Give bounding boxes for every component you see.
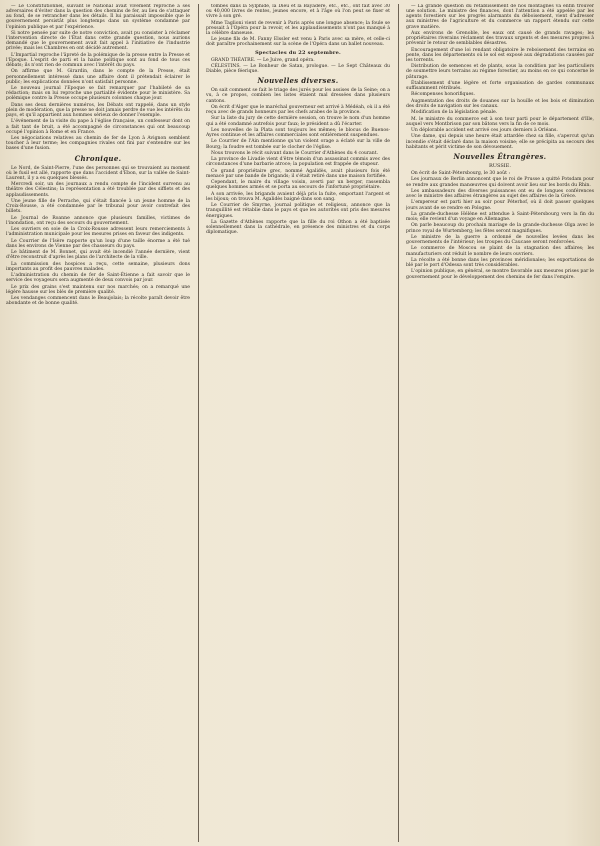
dateline: On écrit de Saint-Pétersbourg, le 30 août : (411, 171, 510, 177)
section-header-etrangeres: Nouvelles Étrangères. (453, 151, 547, 161)
paragraph: Encouragement d'une loi rendant obligatoire le reboisement des terrains en pente, dans les départements où le sol est exposé aux dégradations causées par les torrents. (406, 47, 594, 63)
theatre-line: GRAND THÉATRE. — Le Juive, grand opéra. (211, 57, 315, 63)
paragraph: Le commerce de Moscou se plaint de la stagnation des affaires; les manufacturiers ont réduit le nombre de leurs ouvriers. (406, 246, 594, 257)
paragraph: Sur la liste du jury de cette dernière session, on trouve le nom d'un homme qui a été condamné autrefois pour faux; le président a dû l'écarter. (206, 116, 390, 127)
paragraph: L'empereur est parti hier au soir pour Péterhof, où il doit passer quelques jours avant de se rendre en Pologne. (406, 200, 594, 211)
paragraph: L'événement de la visite du pape à l'église française, un confesseur dont on a fait tant de bruit, a été accompagné de circonstances qui ont beaucoup occupé l'opinion à Rome et en France. (6, 119, 190, 135)
paragraph: L'Impartial reproche l'âpreté de la polémique de la presse entre la Presse et l'Epoque. L'esprit de parti et la haine politique sont au fond de tous ces débats; ils n'ont rien de commun avec l'intérêt du pays. (6, 52, 190, 69)
paragraph: Le Courrier de Smyrne, journal politique et religieux, annonce que la tranquillité est rétablie dans le pays et que les autorités ont pris des mesures énergiques. (206, 203, 390, 219)
paragraph: On sait comment se fait le triage des jurés pour les assises de la Seine; on a vu, à ce propos, combien les listes étaient mal dressées dans plusieurs cantons. (206, 88, 390, 104)
column-rule (198, 4, 199, 842)
paragraph: La grande-duchesse Hélène est attendue à Saint-Pétersbourg vers la fin du mois; elle revient d'un voyage en Allemagne. (406, 211, 594, 223)
paragraph: On écrit d'Alger que le maréchal gouverneur est arrivé à Médéah, où il a été reçu avec de grands honneurs par les chefs arabes de la province. (206, 104, 390, 116)
paragraph: Nous trouvons le récit suivant dans le Courrier d'Athènes du 4 courant. (211, 150, 379, 156)
paragraph: L'administration du chemin de fer de Saint-Étienne a fait savoir que le service des voyageurs sera augmenté de deux convois par jour. (6, 273, 190, 284)
paragraph: Récompenses honorifiques. (411, 92, 475, 98)
paragraph: — Le Constitutionnel, suivant le National avait vivement reproché à ses adversaires d'éviter dans la question des chemins de fer, au lieu de s'attaquer au fond, de se retrancher dans les détails. Il lui paraissait impossible que le gouvernement persistât plus longtemps dans un système condamné par l'opinion publique et par l'expérience. (6, 4, 190, 30)
paragraph: L'opinion publique, en général, se montre favorable aux mesures prises par le gouvernement pour le développement des chemins de fer dans l'empire. (406, 269, 594, 280)
paragraph: Le jeune fils de M. Fanny Elssler est venu à Paris avec sa mère, et celle-ci doit paraître prochainement sur la scène de l'Opéra dans un ballet nouveau. (206, 37, 390, 48)
paragraph: Le Courrier de l'Ain mentionne qu'un violent orage a éclaté sur la ville de Bourg; la foudre est tombée sur le clocher de l'église. (206, 139, 390, 150)
paragraph: Les journaux de Berlin annoncent que le roi de Prusse a quitté Potsdam pour se rendre aux grandes manœuvres qui doivent avoir lieu sur les bords du Rhin. (406, 177, 594, 188)
paragraph: Mme Taglioni vient de revenir à Paris après une longue absence; la foule se pressait à l'Opéra pour la revoir, et les applaudissements n'ont pas manqué à la célèbre danseuse. (206, 20, 390, 36)
theatre-header (206, 50, 390, 56)
section-header-diverses: Nouvelles diverses. (257, 76, 339, 86)
paragraph: Les ambassadeurs des diverses puissances ont eu de longues conférences avec le ministre des affaires étrangères au sujet des affaires de la Grèce. (406, 188, 594, 200)
paragraph: Cependant, le maire du village voisin, averti par un berger, rassembla quelques hommes armés et se porta au secours de l'infortuné propriétaire. (206, 180, 390, 191)
paragraph: Les vendanges commencent dans le Beaujolais; la récolte paraît devoir être abondante et de bonne qualité. (6, 296, 190, 307)
paragraph: La Gazette d'Athènes rapporte que la fille du roi Othon a été baptisée solennellement dans la cathédrale, en présence des ministres et du corps diplomatique. (206, 219, 390, 236)
paragraph: Mercredi soir, un des journaux a rendu compte de l'incident survenu au théâtre des Célestins; la représentation a été troublée par des sifflets et des applaudissements. (6, 182, 190, 198)
paragraph: Dans ses deux dernières numéros, les Débats ont rappelé, dans un style plein de modération, que la presse ne doit jamais perdre de vue les intérêts du pays, et qu'il appartient aux hommes sérieux de donner l'exemple. (6, 102, 190, 119)
paragraph: Le prix des grains s'est maintenu sur nos marchés; on a remarqué une légère hausse sur les blés de première qualité. (6, 284, 190, 295)
paragraph: Modification de la législation pénale. (411, 110, 498, 116)
paragraph: Le Courrier de l'Isère rapporte qu'un loup d'une taille énorme a été tué dans les environs de Vienne par des chasseurs du pays. (6, 238, 190, 249)
paragraph: Aux environs de Grenoble, les eaux ont causé de grands ravages; les propriétaires riverains réclament des travaux urgents et des mesures propres à prévenir le retour de semblables désastres. (406, 30, 594, 47)
paragraph: Augmentation des droits de douanes sur la houille et les bois et diminution des droits de navigation sur les canaux. (406, 98, 594, 109)
column-left (6, 4, 190, 842)
paragraph: La province de Livadie vient d'être témoin d'un assassinat commis avec des circonstances d'une barbarie atroce; la population est frappée de stupeur. (206, 157, 390, 168)
paragraph: — La grande question du rétablissement de nos montagnes va enfin trouver une solution. Le ministre des finances, dont l'attention a été appelée par les agents forestiers sur les progrès alarmants du déboisement, vient d'adresser aux ministres de l'agriculture et du commerce un rapport étendu sur cette grave matière. (406, 4, 594, 30)
column-rule (398, 4, 399, 842)
paragraph: A son arrivée, les brigands avaient déjà pris la fuite, emportant l'argent et les bijoux; on trouva M. Agalidès baigné dans son sang. (206, 191, 390, 202)
paragraph: Le ministre de la guerre a ordonné de nouvelles levées dans les gouvernements de l'intérieur; les troupes du Caucase seront renforcées. (406, 234, 594, 246)
country-label: RUSSIE. (489, 162, 511, 169)
paragraph: tombés dans la Sylphide, la Dieu et la Bayadère, etc., etc., ont fait avec 30 ou 40,000 livres de rentes, jeunes encore, et à l'âge où l'on peut se fixer et vivre à son gré. (206, 4, 390, 20)
paragraph: Les nouvelles de la Plata sont toujours les mêmes; le blocus de Buenos-Ayres continue et les affaires commerciales sont entièrement suspendues. (206, 127, 390, 139)
paragraph: Le Nord, de Saint-Pierre, l'une des personnes qui se trouvaient au moment où le fusil est allé, rapporte que dans l'accident d'Ebon, sur la vallée de Saint-Laurent, il y a eu quelques blessés. (6, 165, 190, 181)
theatre-header-text: Spectacles du 22 septembre. (255, 49, 341, 56)
celestins-line: CÉLESTINS. — Le Bonheur de Satan, prologue. — Le Sept Châteaux du Diable, pièce féerique. (206, 63, 390, 75)
paragraph: La commission des hospices a reçu, cette semaine, plusieurs dons importants au profit des pauvres malades. (6, 261, 190, 272)
paragraph: On parle beaucoup du prochain mariage de la grande-duchesse Olga avec le prince royal de Wurtemberg; les fêtes seront magnifiques. (406, 223, 594, 234)
paragraph: Les ouvriers en soie de la Croix-Rousse adressent leurs remerciements à l'administration municipale pour les mesures prises en faveur des indigents. (6, 227, 190, 238)
paragraph: Le Journal de Roanne annonce que plusieurs familles, victimes de l'inondation, ont reçu des secours du gouvernement. (6, 215, 190, 226)
paragraph: La récolte a été bonne dans les provinces méridionales; les exportations de blé par le port d'Odessa sont très considérables. (406, 257, 594, 269)
paragraph: Ce grand propriétaire grec, nommé Agalidès, avait plusieurs fois été menacé par une bande de brigands; il s'était retiré dans une maison fortifiée. (206, 168, 390, 179)
column-middle (206, 4, 390, 842)
paragraph: Un déplorable accident est arrivé ces jours derniers à Orléans. (411, 128, 558, 134)
paragraph: Les négociations relatives au chemin de fer de Lyon à Avignon semblent toucher à leur terme; les compagnies rivales ont fini par s'entendre sur les bases d'une fusion. (6, 136, 190, 152)
paragraph: Si notre pensée par suite de notre conviction, avait pu consister à réclamer l'intervention directe de l'État dans cette grande question, nous aurions demandé que le gouvernement avait fait appel à l'initiative de l'industrie privée; mais les Chambres en ont décidé autrement. (6, 30, 190, 52)
paragraph: Une dame, qui depuis une heure était attardée chez sa fille, s'apercut qu'un incendie s'était déclaré dans la maison voisine; elle se précipita au secours des habitants et périt victime de son dévouement. (406, 134, 594, 150)
section-header-chronique: Chronique. (74, 153, 122, 163)
paragraph: Le bâtiment de M. Bonnet, qui avait été incendié l'année dernière, vient d'être reconstruit d'après les plans de l'architecte de la ville. (6, 250, 190, 261)
paragraph: Établissement d'une légère et forte organisation de gardes communaux suffisamment rétribués. (406, 80, 594, 92)
paragraph: On affirme que M. Girardin, dans le compte de la Presse, était personnellement intéressé dans une affaire dont il prétendait éclairer le public; les explications données n'ont satisfait personne. (6, 69, 190, 85)
paragraph: Distribution de semences et de plants, sous la condition par les particuliers de soumettre leurs terrains au régime forestier, au moins en ce qui concerne le pâturage. (406, 64, 594, 80)
paragraph: Une jeune fille de Perrache, qui s'était fiancée à un jeune homme de la Croix-Rousse, a été condamnée par le tribunal pour avoir contrefait des billets. (6, 198, 190, 215)
paragraph: M. le ministre du commerce est à son tour parti pour le département d'Ille, auquel vers Montbrison par son bâtons vers la fin de ce mois. (406, 116, 594, 127)
paragraph: Le nouveau journal l'Epoque se fait remarquer par l'habileté de sa rédaction; mais on lui reproche une partialité évidente pour le ministère. Sa polémique contre la Presse occupe plusieurs colonnes chaque jour. (6, 86, 190, 102)
column-right (406, 4, 594, 842)
